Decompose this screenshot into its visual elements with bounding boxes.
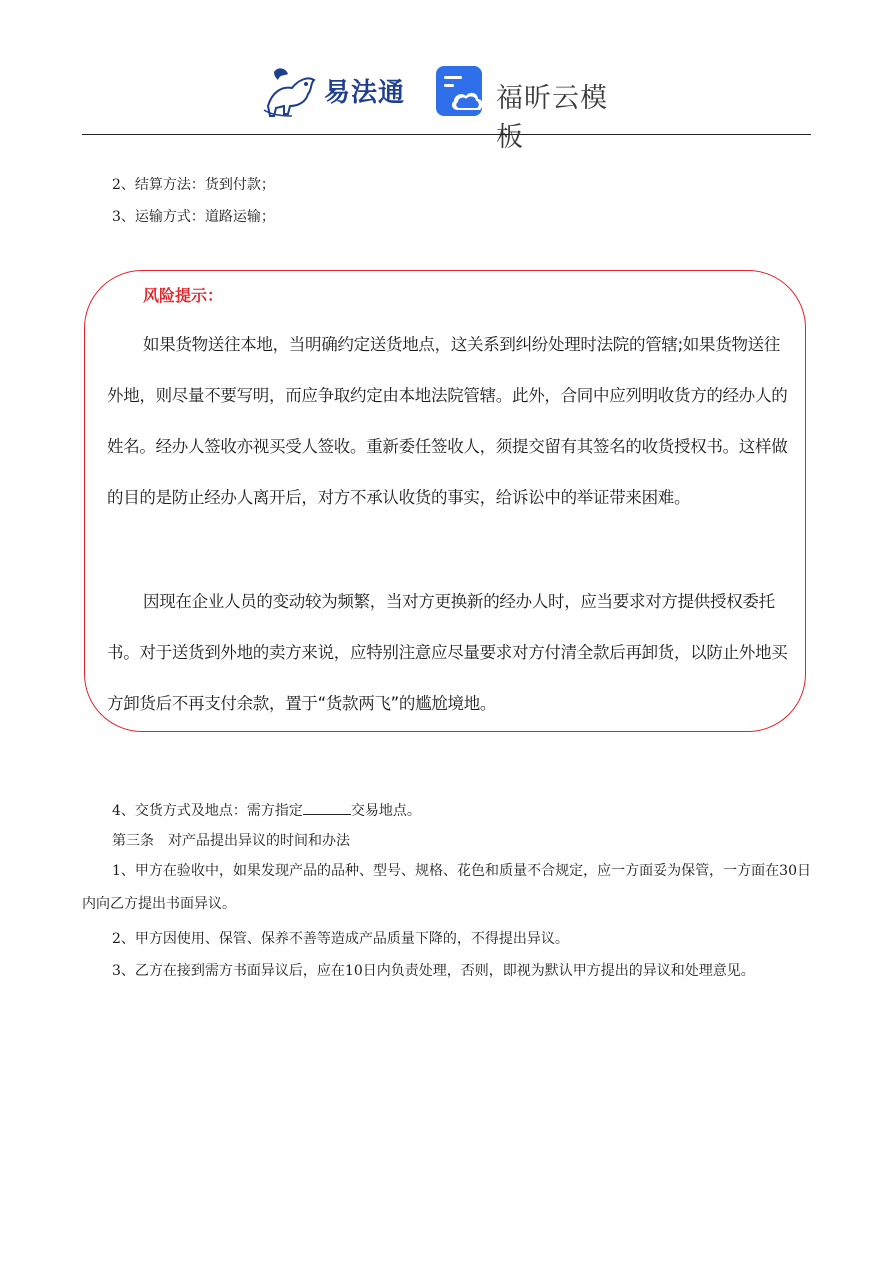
risk-warning-box	[84, 270, 806, 732]
risk-paragraph-2: 因现在企业人员的变动较为频繁，当对方更换新的经办人时，应当要求对方提供授权委托书。对于送货到外地的卖方来说，应特别注意应尽量要求对方付清全款后再卸货，以防止外地买方卸货后不再支付余款，置于“货款两飞”的尴尬境地。	[107, 592, 788, 713]
fuxin-logo	[434, 64, 634, 153]
delivery-blank[interactable]	[303, 800, 351, 815]
risk-title: 风险提示：	[143, 286, 224, 305]
logo2-text: 福昕云模板	[496, 83, 608, 153]
article3-item-1: 1、甲方在验收中，如果发现产品的品种、型号、规格、花色和质量不合规定，应一方面妥为保管，一方面在30日内向乙方提出书面异议。	[82, 863, 811, 912]
transport-clause: 3、运输方式：道路运输；	[112, 209, 275, 225]
article3-item-2: 2、甲方因使用、保管、保养不善等造成产品质量下降的，不得提出异议。	[112, 931, 569, 947]
yifatong-logo	[262, 62, 412, 120]
cloud-document-icon	[434, 64, 488, 118]
article3-heading: 第三条 对产品提出异议的时间和办法	[112, 833, 350, 849]
delivery-suffix: 交易地点。	[350, 803, 421, 819]
settlement-clause: 2、结算方法：货到付款；	[112, 177, 275, 193]
article3-item-3: 3、乙方在接到需方书面异议后，应在10日内负责处理，否则，即视为默认甲方提出的异议和处理意见。	[112, 963, 755, 979]
header-divider	[82, 134, 811, 135]
risk-paragraph-1: 如果货物送往本地，当明确约定送货地点，这关系到纠纷处理时法院的管辖;如果货物送往外地，则尽量不要写明，而应争取约定由本地法院管辖。此外，合同中应列明收货方的经办人的姓名。经办人签收亦视买受人签收。重新委任签收人，须提交留有其签名的收货授权书。这样做的目的是防止经办人离开后，对方不承认收货的事实，给诉讼中的举证带来困难。	[107, 335, 788, 507]
logo1-text: 易法通	[324, 78, 406, 108]
delivery-clause	[82, 800, 811, 822]
delivery-prefix: 4、交货方式及地点：需方指定	[112, 803, 303, 819]
page-header	[0, 56, 893, 153]
qilin-icon	[262, 62, 322, 120]
